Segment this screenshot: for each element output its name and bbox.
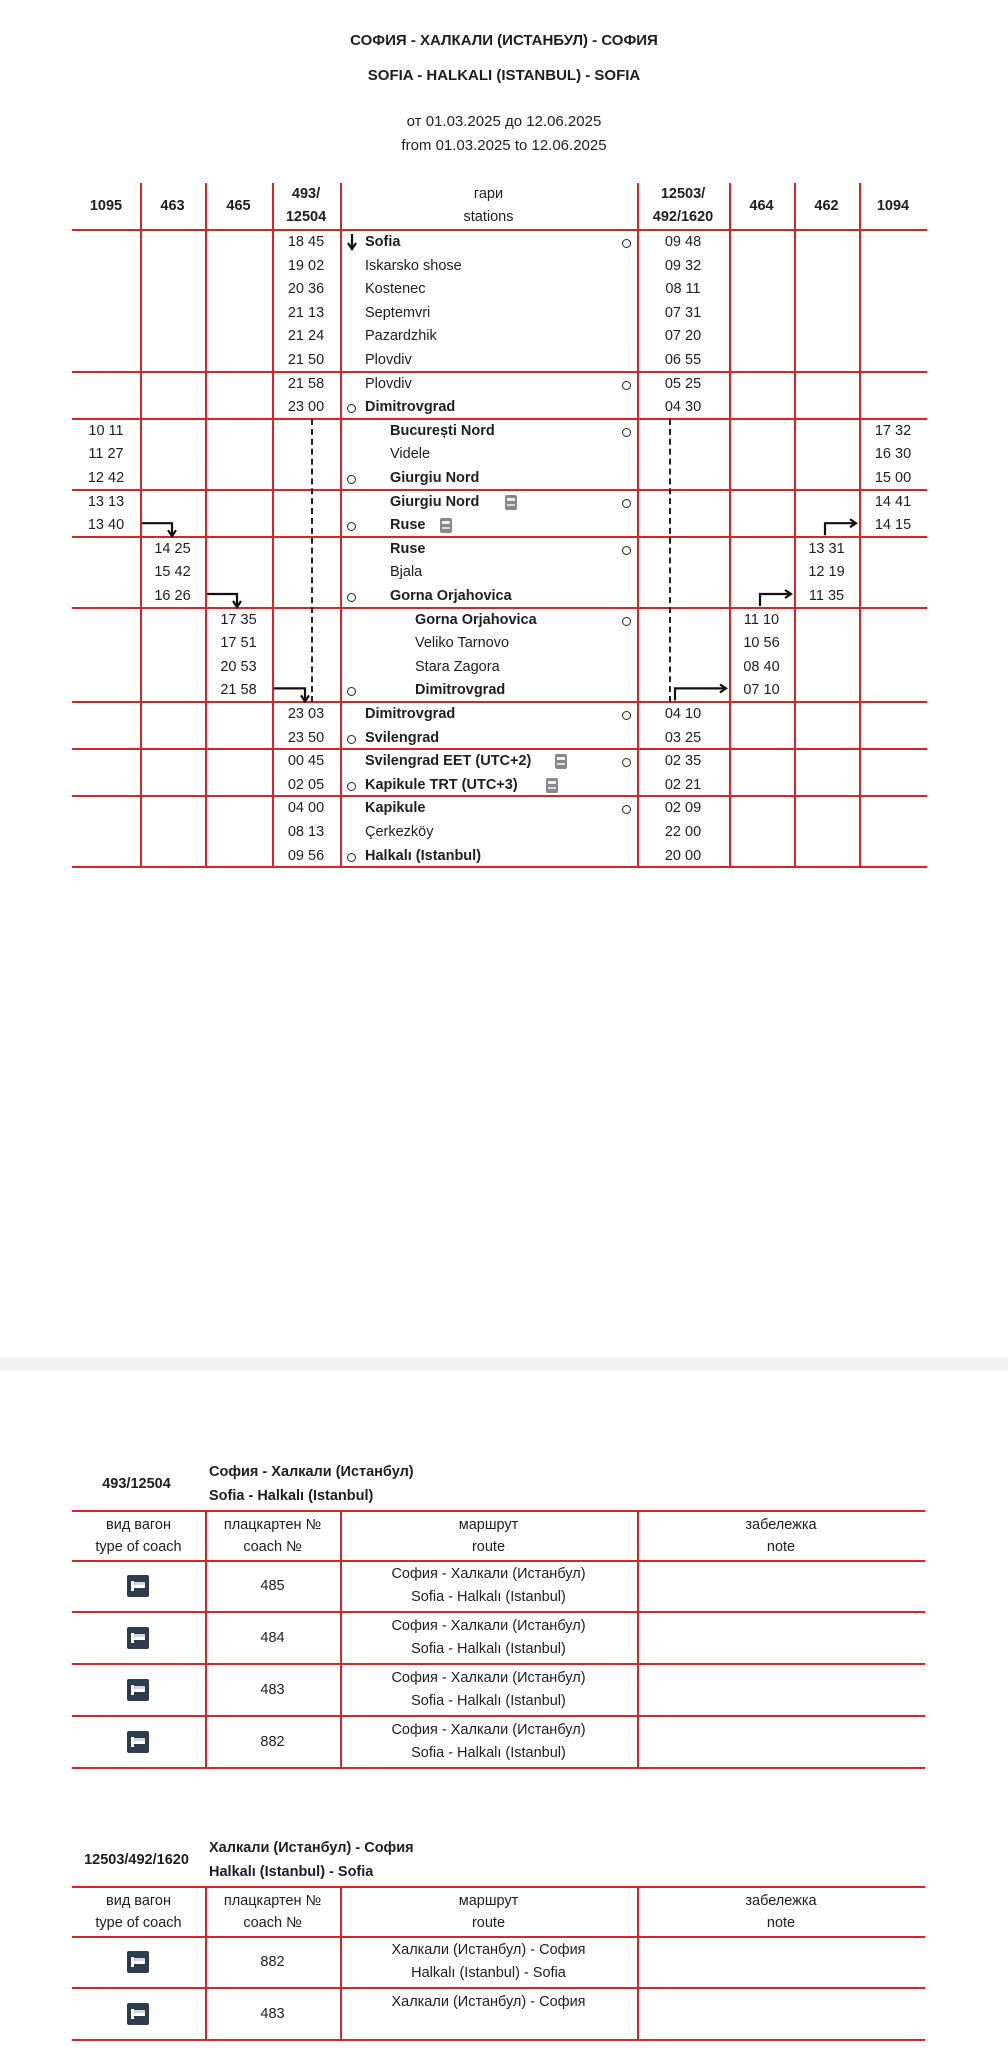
coach-route-bg: София - Халкали (Истанбул)	[391, 1618, 586, 1634]
station-name: Septemvri	[365, 304, 431, 321]
time-493: 23 03	[287, 706, 325, 722]
time-12503: 02 35	[664, 753, 702, 770]
coach-number: 483	[260, 1682, 285, 1698]
column-header-en: coach №	[243, 1539, 302, 1555]
time-465: 21 58	[220, 682, 257, 699]
time-12503: 22 00	[664, 824, 702, 840]
time-464: 07 10	[743, 682, 780, 699]
time-1094: 14 15	[874, 517, 912, 534]
column-header-bg: забележка	[745, 1893, 817, 1909]
coach-route-en: Sofia - Halkalı (Istanbul)	[411, 1589, 566, 1605]
time-12503: 04 10	[664, 706, 702, 722]
sleeper-coach-icon	[127, 1951, 149, 1973]
station-name: Dimitrovgrad	[365, 706, 456, 722]
time-493: 09 56	[287, 847, 325, 864]
sleeper-coach-icon	[127, 2003, 149, 2025]
column-header-en: route	[471, 1539, 506, 1555]
time-12503: 09 48	[664, 234, 702, 250]
coach-route-bg: София - Халкали (Истанбул)	[391, 1566, 586, 1582]
time-465: 17 35	[220, 611, 257, 628]
table-rule	[72, 1886, 925, 1888]
station-name: Bjala	[390, 564, 423, 581]
time-493: 21 13	[287, 304, 325, 321]
station-name: Ruse	[390, 540, 426, 557]
col-464-header: 464	[749, 198, 774, 214]
coach-number: 882	[260, 1734, 285, 1750]
stations-header-bg: гари	[473, 186, 504, 202]
time-464: 08 40	[743, 658, 780, 675]
coach-number: 882	[260, 1954, 285, 1970]
table-rule	[72, 1987, 925, 1989]
time-12503: 02 09	[664, 800, 702, 817]
column-divider	[637, 1886, 639, 2040]
coach-number: 483	[260, 2006, 285, 2022]
station-name: Dimitrovgrad	[365, 399, 456, 416]
col-493-header-top: 493/	[291, 186, 321, 202]
time-1094: 14 41	[874, 493, 912, 510]
coach-route-bg: София - Халкали (Истанбул)	[391, 1670, 586, 1686]
station-name: Pazardzhik	[365, 328, 437, 345]
time-12503: 08 11	[665, 281, 701, 298]
col-493-header-bottom: 12504	[285, 209, 327, 225]
time-12503: 20 00	[664, 847, 702, 864]
title-bg: СОФИЯ - ХАЛКАЛИ (ИСТАНБУЛ) - СОФИЯ	[350, 32, 658, 49]
col-463-header: 463	[160, 198, 185, 214]
coach-route-en: Sofia - Halkalı (Istanbul)	[411, 1745, 566, 1761]
route-title-bg: София - Халкали (Истанбул)	[209, 1464, 414, 1480]
station-name: Kostenec	[365, 281, 426, 298]
time-464: 10 56	[743, 635, 780, 652]
period-bg: от 01.03.2025 до 12.06.2025	[406, 113, 602, 130]
column-header-bg: вид вагон	[106, 1517, 171, 1533]
station-name: Kapikule TRT (UTC+3)	[365, 776, 518, 793]
time-12503: 05 25	[664, 375, 702, 392]
time-1094: 15 00	[874, 470, 912, 486]
time-12503: 02 21	[664, 776, 702, 793]
col-462-header: 462	[814, 198, 839, 214]
time-1094: 16 30	[874, 446, 912, 463]
route-title-en: Sofia - Halkalı (Istanbul)	[209, 1488, 374, 1504]
time-493: 21 24	[287, 328, 325, 345]
time-493: 20 36	[287, 281, 325, 298]
time-12503: 03 25	[664, 729, 702, 746]
station-name: Giurgiu Nord	[390, 493, 480, 510]
time-493: 21 58	[287, 375, 325, 392]
column-header-en: route	[471, 1915, 506, 1931]
time-1095: 11 27	[88, 446, 124, 463]
station-name: Plovdiv	[365, 375, 412, 392]
col-1095-header: 1095	[89, 198, 123, 214]
time-493: 08 13	[287, 824, 325, 840]
station-name: Svilengrad	[365, 729, 440, 746]
time-463: 16 26	[154, 588, 191, 604]
time-465: 17 51	[220, 635, 257, 652]
coach-number: 484	[260, 1630, 285, 1646]
time-462: 11 35	[808, 588, 845, 604]
coach-number: 485	[260, 1578, 285, 1594]
time-465: 20 53	[220, 658, 257, 675]
column-header-en: coach №	[243, 1915, 302, 1931]
time-12503: 04 30	[664, 399, 702, 416]
train-number: 12503/492/1620	[84, 1852, 189, 1868]
column-header-bg: маршрут	[458, 1893, 519, 1909]
coach-route-en: Halkalı (Istanbul) - Sofia	[411, 1965, 566, 1981]
coach-route-bg: Халкали (Истанбул) - София	[391, 1994, 586, 2010]
time-1095: 13 40	[87, 517, 125, 534]
col-465-header: 465	[226, 198, 251, 214]
col-12503-header-top: 12503/	[660, 186, 706, 202]
station-name: Stara Zagora	[415, 658, 500, 675]
station-name: Halkalı (Istanbul)	[365, 847, 482, 864]
time-1095: 13 13	[87, 493, 125, 510]
time-493: 18 45	[287, 234, 325, 250]
time-12503: 06 55	[664, 352, 702, 368]
station-name: Giurgiu Nord	[390, 470, 480, 486]
time-493: 23 00	[287, 399, 325, 416]
train-number: 493/12504	[102, 1476, 171, 1492]
station-name: Kapikule	[365, 800, 426, 817]
time-462: 13 31	[808, 540, 845, 557]
column-header-en: note	[766, 1915, 796, 1931]
station-name: București Nord	[390, 422, 495, 439]
route-title-en: Halkalı (Istanbul) - Sofia	[209, 1864, 374, 1880]
column-header-en: note	[766, 1539, 796, 1555]
time-12503: 07 20	[664, 328, 702, 345]
time-1094: 17 32	[874, 422, 912, 439]
time-493: 23 50	[287, 729, 325, 746]
coach-route-bg: София - Халкали (Истанбул)	[391, 1722, 586, 1738]
route-title-bg: Халкали (Истанбул) - София	[209, 1840, 414, 1856]
table-rule	[72, 2039, 925, 2041]
time-1095: 10 11	[88, 422, 124, 439]
time-493: 02 05	[287, 776, 325, 793]
column-header-bg: плацкартен №	[223, 1893, 322, 1909]
time-462: 12 19	[808, 564, 845, 581]
time-493: 00 45	[287, 753, 325, 770]
column-header-bg: забележка	[745, 1517, 817, 1533]
column-header-en: type of coach	[95, 1539, 182, 1555]
column-header-bg: маршрут	[458, 1517, 519, 1533]
time-12503: 09 32	[664, 257, 702, 274]
station-name: Veliko Tarnovo	[415, 635, 510, 652]
time-493: 04 00	[287, 800, 325, 817]
time-1095: 12 42	[87, 470, 125, 486]
station-name: Gorna Orjahovica	[415, 611, 537, 628]
station-name: Ruse	[390, 517, 426, 534]
station-name: Svilengrad EET (UTC+2)	[365, 753, 532, 770]
period-en: from 01.03.2025 to 12.06.2025	[401, 137, 607, 154]
station-name: Gorna Orjahovica	[390, 588, 512, 604]
time-12503: 07 31	[664, 304, 702, 321]
station-name: Dimitrovgrad	[415, 682, 506, 699]
time-463: 15 42	[154, 564, 191, 581]
col-1094-header: 1094	[876, 198, 910, 214]
coach-route-bg: Халкали (Истанбул) - София	[391, 1942, 586, 1958]
station-name: Plovdiv	[365, 352, 412, 368]
time-493: 19 02	[287, 257, 325, 274]
station-name: Çerkezköy	[365, 824, 434, 840]
title-en: SOFIA - HALKALI (ISTANBUL) - SOFIA	[367, 67, 641, 84]
time-464: 11 10	[743, 611, 780, 628]
column-header-bg: плацкартен №	[223, 1517, 322, 1533]
time-493: 21 50	[287, 352, 325, 368]
station-name: Sofia	[365, 234, 401, 250]
column-header-bg: вид вагон	[106, 1893, 171, 1909]
station-name: Videle	[390, 446, 431, 463]
stations-header-en: stations	[463, 209, 514, 225]
col-12503-header-bottom: 492/1620	[652, 209, 714, 225]
station-name: Iskarsko shose	[365, 257, 462, 274]
coach-route-en: Sofia - Halkalı (Istanbul)	[411, 1641, 566, 1657]
column-header-en: type of coach	[95, 1915, 182, 1931]
time-463: 14 25	[154, 540, 191, 557]
coach-route-en: Sofia - Halkalı (Istanbul)	[411, 1693, 566, 1709]
